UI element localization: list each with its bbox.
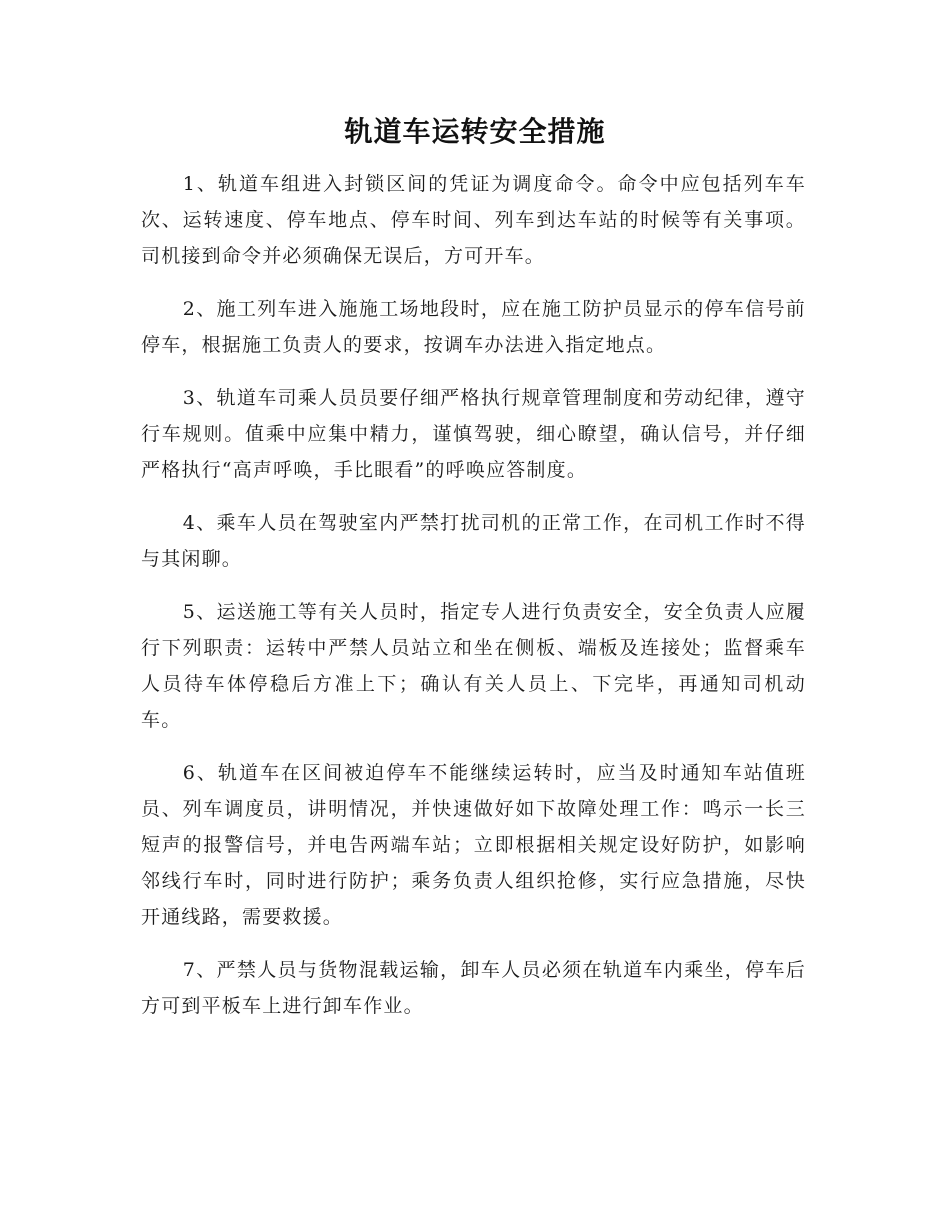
paragraph-4: 4、乘车人员在驾驶室内严禁打扰司机的正常工作，在司机工作时不得与其闲聊。 bbox=[141, 512, 806, 570]
paragraph-2: 2、施工列车进入施施工场地段时，应在施工防护员显示的停车信号前停车，根据施工负责人的要求，按调车办法进入指定地点。 bbox=[141, 298, 806, 356]
page-title: 轨道车运转安全措施 bbox=[344, 115, 606, 148]
paragraph-1: 1、轨道车组进入封锁区间的凭证为调度命令。命令中应包括列车车次、运转速度、停车地点、停车时间、列车到达车站的时候等有关事项。司机接到命令并必须确保无误后，方可开车。 bbox=[141, 173, 806, 267]
paragraph-3: 3、轨道车司乘人员员要仔细严格执行规章管理制度和劳动纪律，遵守行车规则。值乘中应集中精力，谨慎驾驶，细心瞭望，确认信号，并仔细严格执行“高声呼唤，手比眼看”的呼唤应答制度。 bbox=[141, 387, 806, 481]
document-body bbox=[141, 166, 806, 1041]
paragraph-7: 7、严禁人员与货物混载运输，卸车人员必须在轨道车内乘坐，停车后方可到平板车上进行卸车作业。 bbox=[141, 959, 806, 1017]
paragraph-5: 5、运送施工等有关人员时，指定专人进行负责安全，安全负责人应履行下列职责：运转中严禁人员站立和坐在侧板、端板及连接处；监督乘车人员待车体停稳后方准上下；确认有关人员上、下完毕，再通知司机动车。 bbox=[141, 601, 806, 731]
paragraph-6: 6、轨道车在区间被迫停车不能继续运转时，应当及时通知车站值班员、列车调度员，讲明情况，并快速做好如下故障处理工作：鸣示一长三短声的报警信号，并电告两端车站；立即根据相关规定设好防护，如影响邻线行车时，同时进行防护；乘务负责人组织抢修，实行应急措施，尽快开通线路，需要救援。 bbox=[141, 762, 806, 928]
